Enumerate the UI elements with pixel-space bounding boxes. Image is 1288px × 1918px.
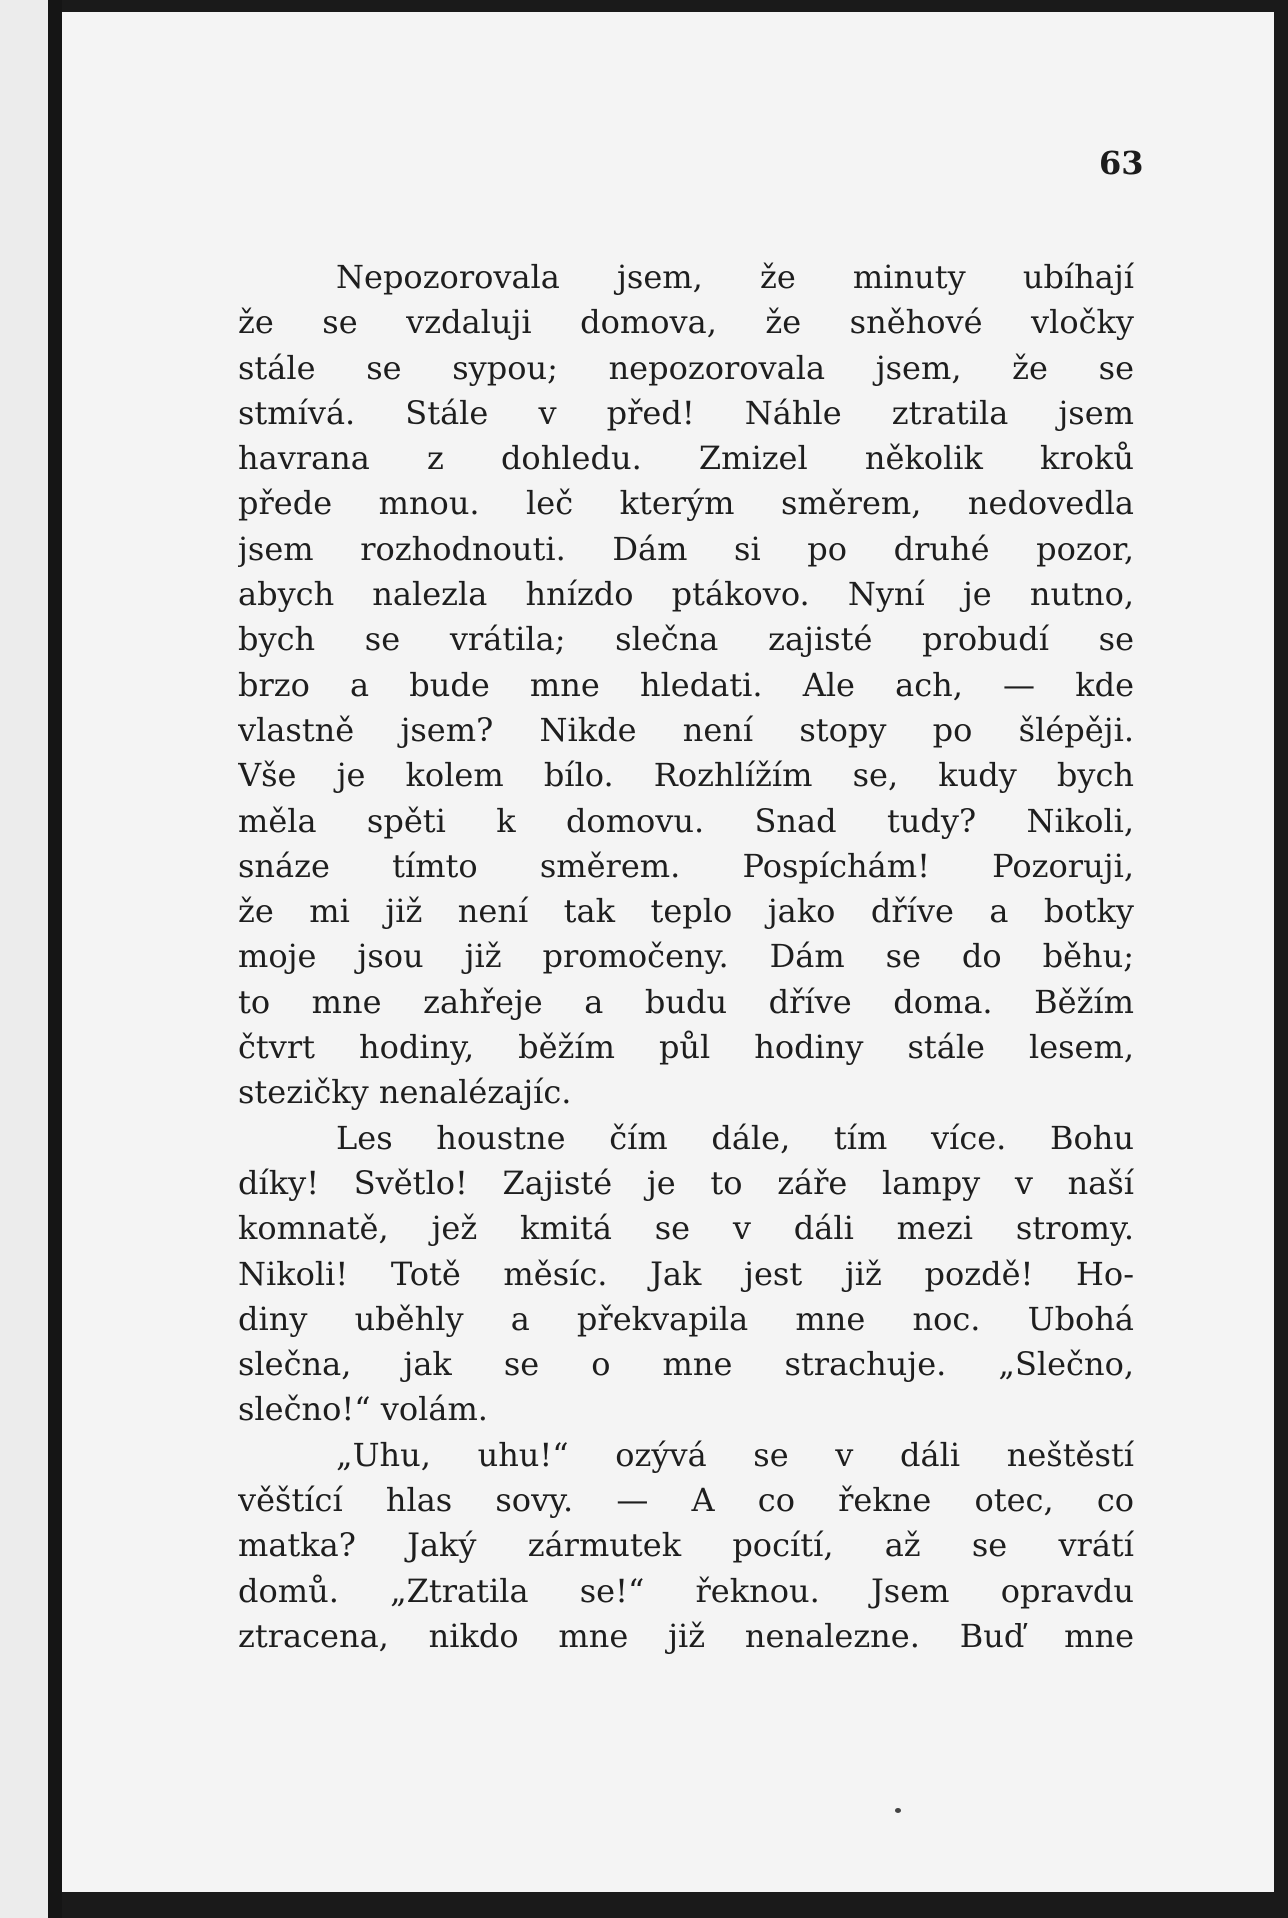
text-line: snáze tímto směrem. Pospíchám! Pozoruji, bbox=[238, 846, 1134, 885]
text-line: díky! Světlo! Zajisté je to záře lampy v naší bbox=[238, 1163, 1134, 1202]
text-line: Vše je kolem bílo. Rozhlížím se, kudy bych bbox=[238, 756, 1134, 795]
text-line: slečno!“ volám. bbox=[238, 1390, 488, 1429]
text-line: domů. „Ztratila se!“ řeknou. Jsem opravdu bbox=[238, 1571, 1134, 1610]
text-line: ztracena, nikdo mne již nenalezne. Buď mne bbox=[238, 1616, 1134, 1655]
text-line: že mi již není tak teplo jako dříve a botky bbox=[238, 892, 1134, 931]
text-line: věštící hlas sovy. — A co řekne otec, co bbox=[238, 1481, 1134, 1520]
text-line: komnatě, jež kmitá se v dáli mezi stromy. bbox=[238, 1209, 1134, 1248]
paragraph bbox=[238, 1116, 1134, 1433]
text-line: havrana z dohledu. Zmizel několik kroků bbox=[238, 439, 1134, 478]
paragraph bbox=[238, 255, 1134, 1116]
text-line: že se vzdaluji domova, že sněhové vločky bbox=[238, 303, 1134, 342]
text-line: Nepozorovala jsem, že minuty ubíhají bbox=[336, 258, 1134, 296]
text-line: moje jsou již promočeny. Dám se do běhu; bbox=[238, 937, 1134, 976]
print-speck bbox=[895, 1808, 901, 1813]
book-page bbox=[62, 12, 1274, 1892]
text-line: abych nalezla hnízdo ptákovo. Nyní je nutno, bbox=[238, 575, 1134, 614]
text-line: brzo a bude mne hledati. Ale ach, — kde bbox=[238, 665, 1134, 704]
text-line: diny uběhly a překvapila mne noc. Ubohá bbox=[238, 1299, 1134, 1338]
text-line: Nikoli! Totě měsíc. Jak jest již pozdě! Ho- bbox=[238, 1254, 1134, 1293]
text-line: slečna, jak se o mne strachuje. „Slečno, bbox=[238, 1345, 1134, 1384]
text-line: stále se sypou; nepozorovala jsem, že se bbox=[238, 348, 1134, 387]
text-line: stezičky nenalézajíc. bbox=[238, 1073, 572, 1112]
page-number: 63 bbox=[1099, 144, 1144, 182]
adjacent-page-edge bbox=[0, 0, 48, 1918]
paragraph bbox=[238, 1433, 1134, 1659]
text-line: bych se vrátila; slečna zajisté probudí se bbox=[238, 620, 1134, 659]
text-line: to mne zahřeje a budu dříve doma. Běžím bbox=[238, 982, 1134, 1021]
text-line: vlastně jsem? Nikde není stopy po šlépěji. bbox=[238, 710, 1134, 749]
text-line: stmívá. Stále v před! Náhle ztratila jsem bbox=[238, 393, 1134, 432]
text-line: „Uhu, uhu!“ ozývá se v dáli neštěstí bbox=[336, 1435, 1134, 1474]
book-spine bbox=[48, 0, 62, 1918]
page-text bbox=[238, 255, 1134, 1659]
text-line: přede mnou. leč kterým směrem, nedovedla bbox=[238, 484, 1134, 523]
text-line: Les houstne čím dále, tím více. Bohu bbox=[336, 1118, 1134, 1157]
text-line: čtvrt hodiny, běžím půl hodiny stále lesem, bbox=[238, 1028, 1134, 1067]
text-line: měla spěti k domovu. Snad tudy? Nikoli, bbox=[238, 801, 1134, 840]
text-line: jsem rozhodnouti. Dám si po druhé pozor, bbox=[238, 529, 1134, 568]
text-line: matka? Jaký zármutek pocítí, až se vrátí bbox=[238, 1526, 1134, 1565]
